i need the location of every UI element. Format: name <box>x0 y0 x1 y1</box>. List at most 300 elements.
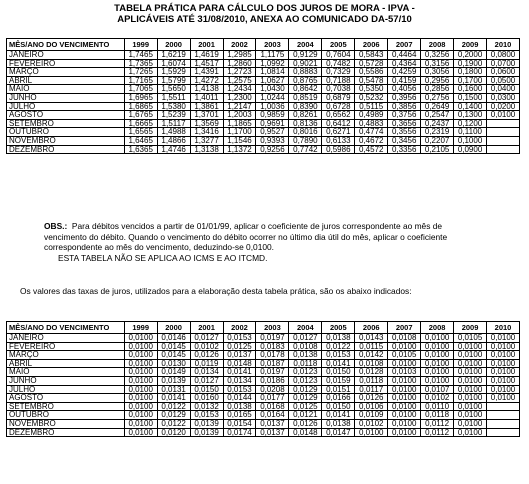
value-cell: 0,0118 <box>421 411 454 420</box>
value-cell: 0,0208 <box>256 385 289 394</box>
value-cell: 1,4746 <box>157 145 190 154</box>
month-cell: DEZEMBRO <box>7 428 125 437</box>
value-cell: 0,0143 <box>355 334 388 343</box>
value-cell: 0,0100 <box>454 342 487 351</box>
value-cell: 0,5728 <box>355 59 388 68</box>
value-cell: 0,2319 <box>421 128 454 137</box>
value-cell: 0,1900 <box>454 59 487 68</box>
value-cell: 0,0160 <box>190 394 223 403</box>
value-cell: 1,2003 <box>223 111 256 120</box>
value-cell: 0,0600 <box>487 68 520 77</box>
value-cell: 0,0148 <box>223 359 256 368</box>
table-row <box>7 428 520 437</box>
value-cell: 1,5380 <box>157 102 190 111</box>
value-cell: 0,0177 <box>256 394 289 403</box>
value-cell: 0,3456 <box>388 136 421 145</box>
value-cell: 0,0100 <box>388 402 421 411</box>
value-cell: 0,0154 <box>223 419 256 428</box>
value-cell: 0,0126 <box>289 419 322 428</box>
value-cell: 0,0107 <box>421 385 454 394</box>
interest-rates-intro: Os valores das taxas de juros, utilizados para a elaboração desta tabela prática, são os abaixo indicados: <box>20 286 412 296</box>
month-cell: JULHO <box>7 102 125 111</box>
year-header: 2007 <box>388 322 421 334</box>
value-cell: 0,0100 <box>388 419 421 428</box>
value-cell: 0,0129 <box>289 394 322 403</box>
value-cell: 1,2575 <box>223 76 256 85</box>
month-cell: JUNHO <box>7 93 125 102</box>
value-cell: 0,0300 <box>487 93 520 102</box>
value-cell: 0,0100 <box>454 428 487 437</box>
value-cell: 0,0142 <box>355 351 388 360</box>
value-cell: 0,4464 <box>388 51 421 60</box>
month-cell: ABRIL <box>7 76 125 85</box>
table-row <box>7 93 520 102</box>
value-cell: 0,0100 <box>487 334 520 343</box>
value-cell: 0,0100 <box>124 368 157 377</box>
value-cell: 0,5478 <box>355 76 388 85</box>
value-cell: 0,4159 <box>388 76 421 85</box>
value-cell: 0,0147 <box>322 428 355 437</box>
value-cell: 0,2649 <box>421 102 454 111</box>
value-cell: 0,9021 <box>289 59 322 68</box>
value-cell: 0,0186 <box>256 376 289 385</box>
year-header: 2005 <box>322 39 355 51</box>
year-header: 2000 <box>157 322 190 334</box>
value-cell: 0,0100 <box>454 385 487 394</box>
value-cell: 0,0800 <box>487 51 520 60</box>
value-cell: 0,0105 <box>388 351 421 360</box>
value-cell: 1,2860 <box>223 59 256 68</box>
table-row <box>7 376 520 385</box>
value-cell: 1,7065 <box>124 85 157 94</box>
month-cell: JANEIRO <box>7 334 125 343</box>
month-cell: MARÇO <box>7 68 125 77</box>
value-cell: 1,1175 <box>256 51 289 60</box>
value-cell: 1,1546 <box>223 136 256 145</box>
value-cell <box>487 119 520 128</box>
interest-rate-table <box>6 321 520 437</box>
value-cell: 1,3701 <box>190 111 223 120</box>
value-cell: 0,0100 <box>454 351 487 360</box>
value-cell: 0,3856 <box>388 102 421 111</box>
value-cell: 0,0126 <box>355 394 388 403</box>
value-cell: 0,4056 <box>388 85 421 94</box>
year-header: 2003 <box>256 39 289 51</box>
month-cell: DEZEMBRO <box>7 145 125 154</box>
value-cell: 0,5232 <box>355 93 388 102</box>
value-cell: 0,0129 <box>289 385 322 394</box>
value-cell: 0,0100 <box>388 428 421 437</box>
value-cell: 0,0159 <box>322 376 355 385</box>
value-cell: 0,0100 <box>388 359 421 368</box>
value-cell: 0,3556 <box>388 128 421 137</box>
value-cell: 0,0100 <box>124 359 157 368</box>
value-cell: 0,0102 <box>355 419 388 428</box>
value-cell: 0,4883 <box>355 119 388 128</box>
value-cell <box>487 411 520 420</box>
year-header: 2004 <box>289 322 322 334</box>
value-cell: 0,0100 <box>454 368 487 377</box>
value-cell: 0,0127 <box>190 334 223 343</box>
value-cell: 1,5650 <box>157 85 190 94</box>
value-cell: 0,0122 <box>157 419 190 428</box>
value-cell: 0,0700 <box>487 59 520 68</box>
value-cell: 0,0108 <box>388 334 421 343</box>
value-cell: 0,7604 <box>322 51 355 60</box>
value-cell: 0,0148 <box>289 428 322 437</box>
value-cell: 0,0103 <box>388 368 421 377</box>
value-cell: 0,2207 <box>421 136 454 145</box>
value-cell: 0,9859 <box>256 111 289 120</box>
value-cell: 1,4517 <box>190 59 223 68</box>
value-cell: 0,0100 <box>388 385 421 394</box>
value-cell: 1,2300 <box>223 93 256 102</box>
value-cell: 1,0430 <box>256 85 289 94</box>
value-cell: 1,3138 <box>190 145 223 154</box>
value-cell: 0,0100 <box>421 351 454 360</box>
year-header: 2001 <box>190 322 223 334</box>
value-cell: 0,0102 <box>421 394 454 403</box>
value-cell: 0,0105 <box>454 334 487 343</box>
table-row <box>7 351 520 360</box>
value-cell: 0,0102 <box>190 342 223 351</box>
value-cell: 0,0109 <box>355 411 388 420</box>
value-cell: 0,6271 <box>322 128 355 137</box>
value-cell: 0,0100 <box>421 368 454 377</box>
value-cell: 0,0164 <box>256 411 289 420</box>
value-cell: 1,3277 <box>190 136 223 145</box>
month-cell: NOVEMBRO <box>7 136 125 145</box>
value-cell: 0,8519 <box>289 93 322 102</box>
value-cell: 0,0139 <box>190 419 223 428</box>
value-cell: 0,0149 <box>157 368 190 377</box>
value-cell: 1,6965 <box>124 93 157 102</box>
value-cell: 0,6562 <box>322 111 355 120</box>
year-header: 2009 <box>454 322 487 334</box>
value-cell: 0,8765 <box>289 76 322 85</box>
year-header: 2005 <box>322 322 355 334</box>
table-header-row <box>7 39 520 51</box>
value-cell: 0,0100 <box>487 368 520 377</box>
value-cell: 0,2547 <box>421 111 454 120</box>
obs-label: OBS.: <box>44 221 68 231</box>
value-cell: 0,5350 <box>355 85 388 94</box>
value-cell: 0,1200 <box>454 119 487 128</box>
month-cell: FEVEREIRO <box>7 342 125 351</box>
value-cell: 1,5511 <box>157 93 190 102</box>
value-cell: 0,0100 <box>454 419 487 428</box>
value-cell: 0,0187 <box>256 359 289 368</box>
month-cell: MARÇO <box>7 351 125 360</box>
year-header: 2002 <box>223 322 256 334</box>
value-cell: 0,0100 <box>355 428 388 437</box>
value-cell: 0,0100 <box>421 334 454 343</box>
year-header: 2004 <box>289 39 322 51</box>
value-cell: 1,1700 <box>223 128 256 137</box>
value-cell: 0,0123 <box>289 368 322 377</box>
value-cell: 0,0100 <box>124 419 157 428</box>
value-cell: 0,0119 <box>190 359 223 368</box>
value-cell: 0,0127 <box>190 376 223 385</box>
month-cell: JULHO <box>7 385 125 394</box>
value-cell: 1,2434 <box>223 85 256 94</box>
value-cell: 0,0197 <box>256 334 289 343</box>
value-cell: 0,0100 <box>487 394 520 403</box>
year-header: 2006 <box>355 39 388 51</box>
value-cell: 0,0137 <box>256 419 289 428</box>
value-cell <box>487 428 520 437</box>
value-cell: 0,0126 <box>190 351 223 360</box>
value-cell: 0,0150 <box>322 402 355 411</box>
value-cell: 1,6074 <box>157 59 190 68</box>
value-cell: 1,6465 <box>124 136 157 145</box>
month-cell: AGOSTO <box>7 111 125 120</box>
value-cell: 0,8136 <box>289 119 322 128</box>
table-row <box>7 419 520 428</box>
value-cell: 0,0141 <box>157 394 190 403</box>
value-cell: 0,6728 <box>322 102 355 111</box>
obs-text: Para débitos vencidos a partir de 01/01/99, aplicar o coeficiente de juros correspondente ao mês de vencimento do débito. Quando o vencimento do débito ocorrer no último dia útil do mês, aplicar o coeficiente correspondente ao mês do vencimento, deduzindo-se 0,0100. <box>44 221 448 253</box>
value-cell: 0,3056 <box>421 68 454 77</box>
value-cell: 0,0121 <box>289 411 322 420</box>
value-cell: 0,0110 <box>421 402 454 411</box>
year-header: 2010 <box>487 322 520 334</box>
value-cell: 0,0150 <box>322 368 355 377</box>
month-cell: AGOSTO <box>7 394 125 403</box>
value-cell: 0,1400 <box>454 102 487 111</box>
value-cell: 0,0138 <box>322 419 355 428</box>
value-cell: 0,7482 <box>322 59 355 68</box>
value-cell: 0,0100 <box>487 376 520 385</box>
year-header: 2008 <box>421 322 454 334</box>
value-cell: 0,0166 <box>322 394 355 403</box>
value-cell <box>487 145 520 154</box>
month-cell: OUTUBRO <box>7 128 125 137</box>
value-cell: 0,0100 <box>388 394 421 403</box>
value-cell: 0,0128 <box>355 368 388 377</box>
value-cell: 0,0138 <box>223 402 256 411</box>
value-cell: 0,3756 <box>388 111 421 120</box>
value-cell: 0,0132 <box>190 402 223 411</box>
value-cell: 1,4988 <box>157 128 190 137</box>
value-cell: 0,0100 <box>388 342 421 351</box>
value-cell: 1,7465 <box>124 51 157 60</box>
value-cell: 0,0115 <box>355 342 388 351</box>
value-cell: 0,0100 <box>124 394 157 403</box>
value-cell: 0,5986 <box>322 145 355 154</box>
month-cell: MAIO <box>7 85 125 94</box>
value-cell: 0,0141 <box>322 411 355 420</box>
table-row <box>7 68 520 77</box>
value-cell: 0,8390 <box>289 102 322 111</box>
value-cell: 0,0178 <box>256 351 289 360</box>
month-cell: OUTUBRO <box>7 411 125 420</box>
value-cell: 0,0134 <box>190 368 223 377</box>
month-cell: SETEMBRO <box>7 119 125 128</box>
value-cell: 0,9691 <box>256 119 289 128</box>
value-cell: 0,3656 <box>388 119 421 128</box>
value-cell: 0,0153 <box>190 411 223 420</box>
value-cell: 0,0153 <box>223 385 256 394</box>
value-cell: 0,9527 <box>256 128 289 137</box>
value-cell: 0,8261 <box>289 111 322 120</box>
coefficient-table <box>6 38 520 154</box>
value-cell: 0,1500 <box>454 93 487 102</box>
value-cell: 0,9256 <box>256 145 289 154</box>
value-cell: 0,0125 <box>223 342 256 351</box>
value-cell: 0,7329 <box>322 68 355 77</box>
obs-scope-note: ESTA TABELA NÃO SE APLICA AO ICMS E AO ITCMD. <box>58 252 268 263</box>
month-cell: JUNHO <box>7 376 125 385</box>
value-cell: 0,5843 <box>355 51 388 60</box>
value-cell: 0,4364 <box>388 59 421 68</box>
value-cell: 0,0100 <box>454 411 487 420</box>
value-cell: 0,0100 <box>388 411 421 420</box>
year-header: 2008 <box>421 39 454 51</box>
value-cell: 1,7165 <box>124 76 157 85</box>
value-cell: 0,0151 <box>322 385 355 394</box>
month-cell: NOVEMBRO <box>7 419 125 428</box>
value-cell: 0,0118 <box>355 376 388 385</box>
value-cell: 0,3156 <box>421 59 454 68</box>
value-cell: 0,0146 <box>157 334 190 343</box>
value-cell: 0,0129 <box>157 411 190 420</box>
year-header: 2006 <box>355 322 388 334</box>
value-cell: 1,6219 <box>157 51 190 60</box>
value-cell <box>487 128 520 137</box>
value-cell: 0,0100 <box>124 376 157 385</box>
value-cell: 0,0153 <box>223 334 256 343</box>
value-cell: 0,2105 <box>421 145 454 154</box>
year-header: 1999 <box>124 322 157 334</box>
month-year-header: MÊS/ANO DO VENCIMENTO <box>7 322 125 334</box>
value-cell: 0,1800 <box>454 68 487 77</box>
value-cell: 1,4619 <box>190 51 223 60</box>
value-cell: 0,0100 <box>487 342 520 351</box>
value-cell: 0,0153 <box>322 351 355 360</box>
value-cell: 0,0118 <box>289 359 322 368</box>
value-cell: 1,3569 <box>190 119 223 128</box>
value-cell: 0,0127 <box>289 334 322 343</box>
value-cell: 0,0183 <box>256 342 289 351</box>
value-cell: 1,0627 <box>256 76 289 85</box>
value-cell: 1,5799 <box>157 76 190 85</box>
value-cell: 0,1300 <box>454 111 487 120</box>
value-cell: 0,8642 <box>289 85 322 94</box>
year-header: 1999 <box>124 39 157 51</box>
value-cell: 1,2147 <box>223 102 256 111</box>
month-cell: ABRIL <box>7 359 125 368</box>
value-cell: 1,5239 <box>157 111 190 120</box>
value-cell: 0,0400 <box>487 85 520 94</box>
month-cell: FEVEREIRO <box>7 59 125 68</box>
value-cell: 0,0900 <box>454 145 487 154</box>
value-cell: 0,0145 <box>157 342 190 351</box>
observation-note <box>44 221 484 263</box>
table-row <box>7 334 520 343</box>
year-header: 2010 <box>487 39 520 51</box>
value-cell: 0,0122 <box>157 402 190 411</box>
value-cell: 0,9393 <box>256 136 289 145</box>
year-header: 2009 <box>454 39 487 51</box>
value-cell: 1,0814 <box>256 68 289 77</box>
value-cell: 0,0100 <box>487 111 520 120</box>
value-cell: 0,1100 <box>454 128 487 137</box>
value-cell: 1,0036 <box>256 102 289 111</box>
value-cell: 0,0137 <box>223 351 256 360</box>
value-cell: 1,1372 <box>223 145 256 154</box>
table-row <box>7 111 520 120</box>
value-cell: 0,0112 <box>421 428 454 437</box>
value-cell: 0,0100 <box>487 385 520 394</box>
value-cell: 0,0100 <box>421 342 454 351</box>
value-cell: 0,0112 <box>421 419 454 428</box>
month-cell: SETEMBRO <box>7 402 125 411</box>
value-cell: 0,0500 <box>487 76 520 85</box>
year-header: 2003 <box>256 322 289 334</box>
value-cell: 1,4011 <box>190 93 223 102</box>
value-cell: 1,6665 <box>124 119 157 128</box>
value-cell: 0,0123 <box>289 376 322 385</box>
value-cell <box>487 419 520 428</box>
month-cell: JANEIRO <box>7 51 125 60</box>
value-cell: 0,0145 <box>157 351 190 360</box>
value-cell: 0,0108 <box>289 342 322 351</box>
table-row <box>7 51 520 60</box>
value-cell: 1,0244 <box>256 93 289 102</box>
value-cell: 0,7890 <box>289 136 322 145</box>
value-cell: 0,0139 <box>157 376 190 385</box>
value-cell: 1,3416 <box>190 128 223 137</box>
value-cell: 0,1000 <box>454 136 487 145</box>
value-cell: 0,3956 <box>388 93 421 102</box>
value-cell: 0,1600 <box>454 85 487 94</box>
page-title-line-1: TABELA PRÁTICA PARA CÁLCULO DOS JUROS DE MORA - IPVA - <box>114 3 415 14</box>
value-cell: 0,0120 <box>157 428 190 437</box>
value-cell: 0,0100 <box>124 402 157 411</box>
value-cell: 0,9129 <box>289 51 322 60</box>
page-title-line-2: APLICÁVEIS ATÉ 31/08/2010, ANEXA AO COMUNICADO DA-57/10 <box>117 14 412 25</box>
value-cell: 0,3356 <box>388 145 421 154</box>
value-cell: 0,4774 <box>355 128 388 137</box>
value-cell: 0,0117 <box>355 385 388 394</box>
value-cell: 0,0100 <box>124 351 157 360</box>
value-cell: 0,7742 <box>289 145 322 154</box>
value-cell: 0,0100 <box>124 411 157 420</box>
value-cell: 1,6565 <box>124 128 157 137</box>
value-cell: 0,0144 <box>223 394 256 403</box>
value-cell: 0,0134 <box>223 376 256 385</box>
value-cell: 0,4672 <box>355 136 388 145</box>
value-cell: 0,0137 <box>256 428 289 437</box>
value-cell: 0,0150 <box>190 385 223 394</box>
value-cell: 1,0992 <box>256 59 289 68</box>
value-cell: 0,5115 <box>355 102 388 111</box>
value-cell: 0,0131 <box>157 385 190 394</box>
value-cell: 0,3256 <box>421 51 454 60</box>
value-cell: 0,0100 <box>124 385 157 394</box>
value-cell: 0,6412 <box>322 119 355 128</box>
value-cell: 1,5929 <box>157 68 190 77</box>
table-row <box>7 394 520 403</box>
value-cell: 0,0100 <box>124 342 157 351</box>
value-cell: 1,4272 <box>190 76 223 85</box>
table-header-row <box>7 322 520 334</box>
value-cell: 0,4259 <box>388 68 421 77</box>
value-cell: 0,0174 <box>223 428 256 437</box>
value-cell: 0,0100 <box>124 334 157 343</box>
value-cell: 1,6365 <box>124 145 157 154</box>
